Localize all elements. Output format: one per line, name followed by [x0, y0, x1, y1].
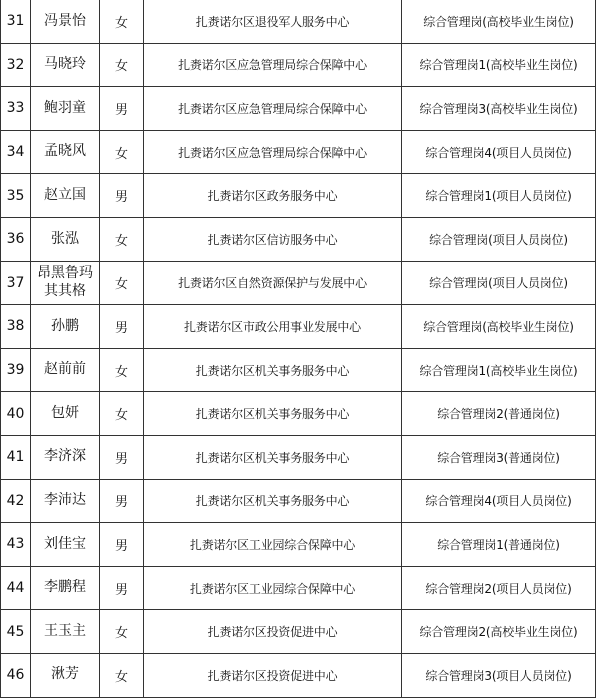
row-number: 44	[1, 566, 31, 610]
gender: 男	[100, 87, 144, 131]
position-title: 综合管理岗(项目人员岗位)	[402, 261, 596, 305]
position-title: 综合管理岗3(高校毕业生岗位)	[402, 87, 596, 131]
gender: 女	[100, 610, 144, 654]
gender: 男	[100, 174, 144, 218]
person-name: 冯景怡	[31, 0, 100, 43]
employer-unit: 扎赉诺尔区退役军人服务中心	[144, 0, 402, 43]
row-number: 40	[1, 392, 31, 436]
gender: 女	[100, 0, 144, 43]
employer-unit: 扎赉诺尔区工业园综合保障中心	[144, 523, 402, 567]
employer-unit: 扎赉诺尔区工业园综合保障中心	[144, 566, 402, 610]
employer-unit: 扎赉诺尔区应急管理局综合保障中心	[144, 87, 402, 131]
table-row	[1, 130, 596, 174]
row-number: 37	[1, 261, 31, 305]
person-name: 孟晓风	[31, 130, 100, 174]
position-title: 综合管理岗4(项目人员岗位)	[402, 479, 596, 523]
position-title: 综合管理岗1(高校毕业生岗位)	[402, 348, 596, 392]
position-title: 综合管理岗(高校毕业生岗位)	[402, 0, 596, 43]
row-number: 42	[1, 479, 31, 523]
position-title: 综合管理岗2(普通岗位)	[402, 392, 596, 436]
person-name: 昂黑鲁玛其其格	[31, 261, 100, 305]
employer-unit: 扎赉诺尔区自然资源保护与发展中心	[144, 261, 402, 305]
person-name: 刘佳宝	[31, 523, 100, 567]
row-number: 35	[1, 174, 31, 218]
person-name: 包妍	[31, 392, 100, 436]
person-name: 王玉主	[31, 610, 100, 654]
table-row	[1, 435, 596, 479]
row-number: 45	[1, 610, 31, 654]
position-title: 综合管理岗1(高校毕业生岗位)	[402, 43, 596, 87]
gender: 女	[100, 217, 144, 261]
row-number: 36	[1, 217, 31, 261]
employer-unit: 扎赉诺尔区应急管理局综合保障中心	[144, 130, 402, 174]
row-number: 32	[1, 43, 31, 87]
row-number: 46	[1, 653, 31, 697]
position-title: 综合管理岗3(普通岗位)	[402, 435, 596, 479]
table-row	[1, 305, 596, 349]
position-title: 综合管理岗1(普通岗位)	[402, 523, 596, 567]
employer-unit: 扎赉诺尔区投资促进中心	[144, 610, 402, 654]
table-row	[1, 523, 596, 567]
person-name: 赵立国	[31, 174, 100, 218]
gender: 女	[100, 348, 144, 392]
employer-unit: 扎赉诺尔区市政公用事业发展中心	[144, 305, 402, 349]
row-number: 43	[1, 523, 31, 567]
person-name: 李鹏程	[31, 566, 100, 610]
table-row	[1, 87, 596, 131]
position-title: 综合管理岗1(项目人员岗位)	[402, 174, 596, 218]
gender: 女	[100, 261, 144, 305]
gender: 男	[100, 435, 144, 479]
person-name: 李济深	[31, 435, 100, 479]
row-number: 39	[1, 348, 31, 392]
table-body	[1, 0, 596, 697]
gender: 女	[100, 653, 144, 697]
row-number: 38	[1, 305, 31, 349]
position-title: 综合管理岗(高校毕业生岗位)	[402, 305, 596, 349]
employer-unit: 扎赉诺尔区机关事务服务中心	[144, 435, 402, 479]
person-name: 湫芳	[31, 653, 100, 697]
table-row	[1, 479, 596, 523]
gender: 男	[100, 305, 144, 349]
table-row	[1, 653, 596, 697]
gender: 女	[100, 392, 144, 436]
table-row	[1, 566, 596, 610]
row-number: 34	[1, 130, 31, 174]
table-row	[1, 43, 596, 87]
table-row	[1, 610, 596, 654]
position-title: 综合管理岗3(项目人员岗位)	[402, 653, 596, 697]
gender: 女	[100, 130, 144, 174]
table-row	[1, 348, 596, 392]
gender: 男	[100, 523, 144, 567]
person-name: 张泓	[31, 217, 100, 261]
row-number: 33	[1, 87, 31, 131]
person-name: 赵前前	[31, 348, 100, 392]
table-row	[1, 261, 596, 305]
position-title: 综合管理岗2(项目人员岗位)	[402, 566, 596, 610]
table-row	[1, 174, 596, 218]
employer-unit: 扎赉诺尔区政务服务中心	[144, 174, 402, 218]
table-row	[1, 217, 596, 261]
person-name: 孙鹏	[31, 305, 100, 349]
position-title: 综合管理岗(项目人员岗位)	[402, 217, 596, 261]
employer-unit: 扎赉诺尔区机关事务服务中心	[144, 392, 402, 436]
gender: 女	[100, 43, 144, 87]
person-name: 李沛达	[31, 479, 100, 523]
table-row	[1, 0, 596, 43]
gender: 男	[100, 566, 144, 610]
row-number: 31	[1, 0, 31, 43]
table-row	[1, 392, 596, 436]
person-name: 鲍羽童	[31, 87, 100, 131]
position-title: 综合管理岗4(项目人员岗位)	[402, 130, 596, 174]
gender: 男	[100, 479, 144, 523]
employer-unit: 扎赉诺尔区投资促进中心	[144, 653, 402, 697]
employer-unit: 扎赉诺尔区信访服务中心	[144, 217, 402, 261]
employer-unit: 扎赉诺尔区机关事务服务中心	[144, 479, 402, 523]
employer-unit: 扎赉诺尔区应急管理局综合保障中心	[144, 43, 402, 87]
person-name: 马晓玲	[31, 43, 100, 87]
row-number: 41	[1, 435, 31, 479]
employer-unit: 扎赉诺尔区机关事务服务中心	[144, 348, 402, 392]
position-title: 综合管理岗2(高校毕业生岗位)	[402, 610, 596, 654]
